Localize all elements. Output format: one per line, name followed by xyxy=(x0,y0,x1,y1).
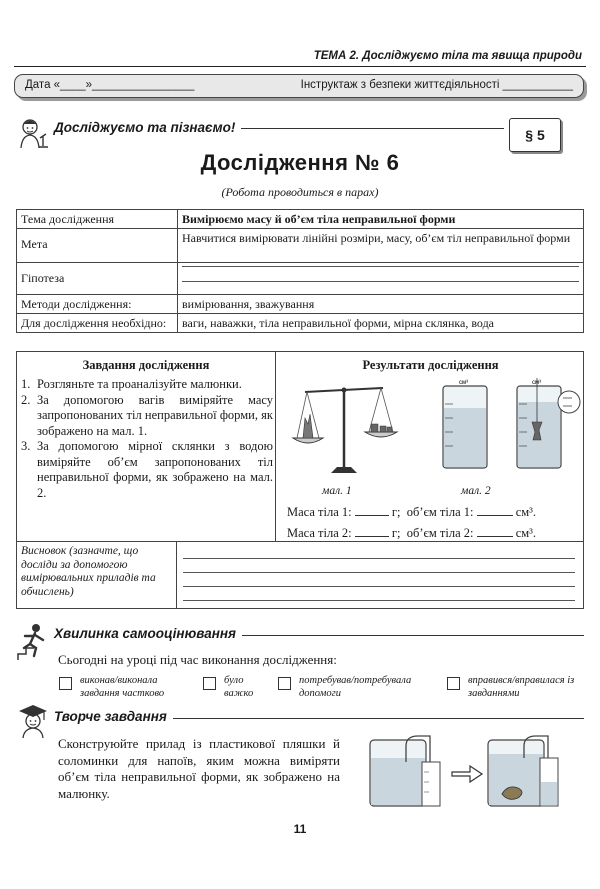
conclusion-label: Висновок (зазначте, що досліди за допомогою вимірювальних приладів та обчислень) xyxy=(21,545,156,598)
list-item: 1. Розгляньте та проаналізуйте малюнки. xyxy=(21,377,242,391)
table-row xyxy=(17,229,584,263)
checkbox-difficult[interactable] xyxy=(203,677,216,690)
conclusion-line[interactable] xyxy=(183,572,575,573)
self-assessment-intro: Сьогодні на уроці під час виконання дослідження: xyxy=(58,652,337,667)
date-field[interactable]: Дата «____»________________ xyxy=(25,79,195,91)
balance-scale-icon xyxy=(293,388,397,474)
self-assessment-title: Хвилинка самооцінювання xyxy=(54,626,242,641)
conclusion-line[interactable] xyxy=(183,586,575,587)
date-bar xyxy=(14,74,584,98)
mass-1-field[interactable] xyxy=(355,506,389,516)
option-difficult: було важко xyxy=(224,675,254,699)
row-value: Вимірюємо масу й об’єм тіла неправильної форми xyxy=(178,210,584,229)
topic-header: ТЕМА 2. Досліджуємо тіла та явища природи xyxy=(313,50,582,62)
volume-1-field[interactable] xyxy=(477,506,513,516)
option-partial: виконав/виконала завдання частково xyxy=(80,675,165,699)
option-managed: вправився/вправилася із завданнями xyxy=(468,675,575,699)
checkbox-partial[interactable] xyxy=(59,677,72,690)
figure-1-caption: мал. 1 xyxy=(322,485,352,497)
experiment-illustrations xyxy=(279,374,581,484)
result-row-1: Маса тіла 1: г; об’єм тіла 1: см³. xyxy=(287,505,537,519)
study-subtitle: (Робота проводиться в парах) xyxy=(221,185,379,199)
tasks-results-block xyxy=(16,351,584,542)
student-microscope-icon xyxy=(16,116,50,150)
tasks-heading: Завдання дослідження xyxy=(82,358,210,372)
creative-task-text: Сконструюйте прилад із пластикової пляшки й соломинки для напоїв, яким можна виміряти об’єм тіла неправильної форми, як зображено на малюнку. xyxy=(58,736,340,801)
checkbox-needed-help[interactable] xyxy=(278,677,291,690)
conclusion-block xyxy=(16,542,584,609)
row-value: ваги, наважки, тіла неправильної форми, мірна склянка, вода xyxy=(178,314,584,333)
creative-title: Творче завдання xyxy=(54,709,173,724)
running-stairs-icon xyxy=(16,622,50,662)
row-label: Гіпотеза xyxy=(17,263,178,295)
explore-title: Досліджуємо та пізнаємо! xyxy=(54,120,241,135)
measuring-beaker-icon xyxy=(443,380,487,468)
conclusion-line[interactable] xyxy=(183,558,575,559)
mass-2-field[interactable] xyxy=(355,527,389,537)
conclusion-line[interactable] xyxy=(183,600,575,601)
graduate-icon xyxy=(16,703,50,739)
table-row xyxy=(17,263,584,295)
checkbox-managed[interactable] xyxy=(447,677,460,690)
row-value: вимірювання, зважування xyxy=(178,295,584,314)
result-row-2: Маса тіла 2: г; об’єм тіла 2: см³. xyxy=(287,526,537,540)
bottle-with-straw-icon xyxy=(370,736,440,806)
beaker-with-object-icon xyxy=(517,378,580,468)
volume-2-field[interactable] xyxy=(477,527,513,537)
paragraph-label: § 5 xyxy=(509,118,561,152)
row-label: Мета xyxy=(17,229,178,263)
safety-briefing-field[interactable]: Інструктаж з безпеки життєдіяльності ___________ xyxy=(300,79,573,91)
table-row xyxy=(17,314,584,333)
row-label: Для дослідження необхідно: xyxy=(17,314,178,333)
table-row xyxy=(17,295,584,314)
task-list xyxy=(21,377,273,501)
results-heading: Результати дослідження xyxy=(362,358,499,372)
option-needed-help: потребував/потребувала допомоги xyxy=(299,675,412,699)
svg-text:см³: см³ xyxy=(532,380,542,386)
list-item: 3. За допомогою мірної склянки з водою виміряйте об’єм запропонованих тіл неправильної форми, як зображено на мал. 2. xyxy=(21,439,273,500)
study-info-table xyxy=(16,209,584,333)
study-title: Дослідження № 6 xyxy=(200,150,400,175)
row-label: Методи дослідження: xyxy=(17,295,178,314)
row-value: Навчитися вимірювати лінійні розміри, масу, об’єм тіл неправильної форми xyxy=(178,229,584,263)
svg-text:см³: см³ xyxy=(459,380,469,386)
column-divider xyxy=(275,352,276,541)
table-row xyxy=(17,210,584,229)
arrow-right-icon xyxy=(452,766,482,782)
list-item: 2. За допомогою вагів виміряйте масу запропонованих тіл неправильної форми, як зображено на мал. 1. xyxy=(21,392,273,438)
header-rule xyxy=(14,66,586,67)
paragraph-badge xyxy=(505,118,565,152)
row-label: Тема дослідження xyxy=(17,210,178,229)
bottle-device-illustration xyxy=(366,732,586,812)
bottle-with-object-icon xyxy=(488,736,558,806)
hypothesis-field[interactable] xyxy=(178,263,584,295)
figure-2-caption: мал. 2 xyxy=(461,485,491,497)
page-number: 11 xyxy=(293,822,307,836)
